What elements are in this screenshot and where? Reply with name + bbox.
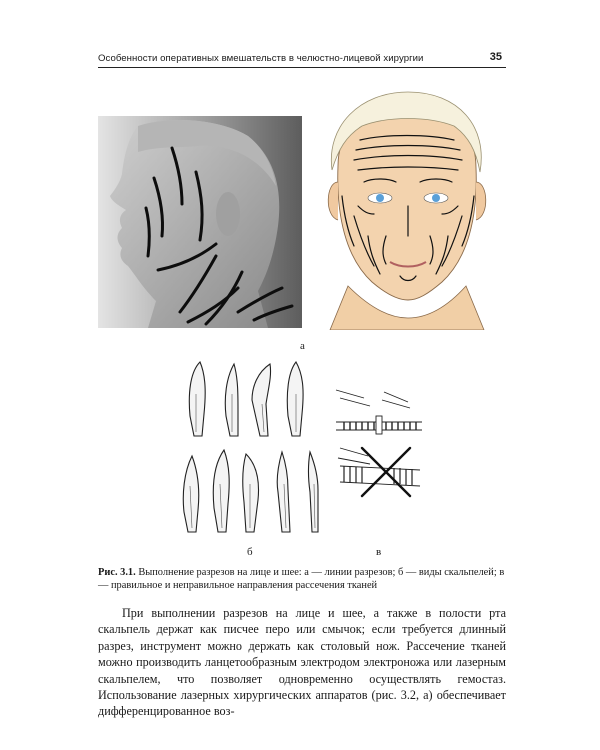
tissue-cutting-directions-drawing <box>334 386 424 502</box>
profile-photo-incisions <box>98 116 302 328</box>
page-number: 35 <box>489 51 502 63</box>
header-title: Особенности оперативных вмешательств в челюстно-лицевой хирургии <box>98 53 424 64</box>
running-header <box>98 51 506 68</box>
figure-label-v: в <box>376 546 382 558</box>
figure-caption <box>98 566 506 592</box>
caption-figure-ref: Рис. 3.1. <box>98 567 136 578</box>
scalpel-types-drawing <box>178 354 328 542</box>
caption-text: Выполнение разрезов на лице и шее: а — линии разрезов; б — виды скальпелей; в — правильное и неправильное направления рассечения тканей <box>98 567 505 591</box>
figure-label-b: б <box>247 546 253 558</box>
figure-label-a: а <box>300 340 305 352</box>
body-text <box>98 605 506 720</box>
body-paragraph: При выполнении разрезов на лице и шее, а также в полости рта скальпель держат как писчее перо или смычок; если требуется длинный разрез, инструмент можно держать как столовый нож. Рассечение тканей можно производить ланцетообразным электродом электроножа или лазерным скальпелем, что позволяет одновременно осуществлять гемостаз. Использование лазерных хирургических аппаратов (рис. 3.2, а) обеспечивает дифференцированное воз- <box>98 606 506 719</box>
face-drawing-incisions <box>308 86 506 330</box>
